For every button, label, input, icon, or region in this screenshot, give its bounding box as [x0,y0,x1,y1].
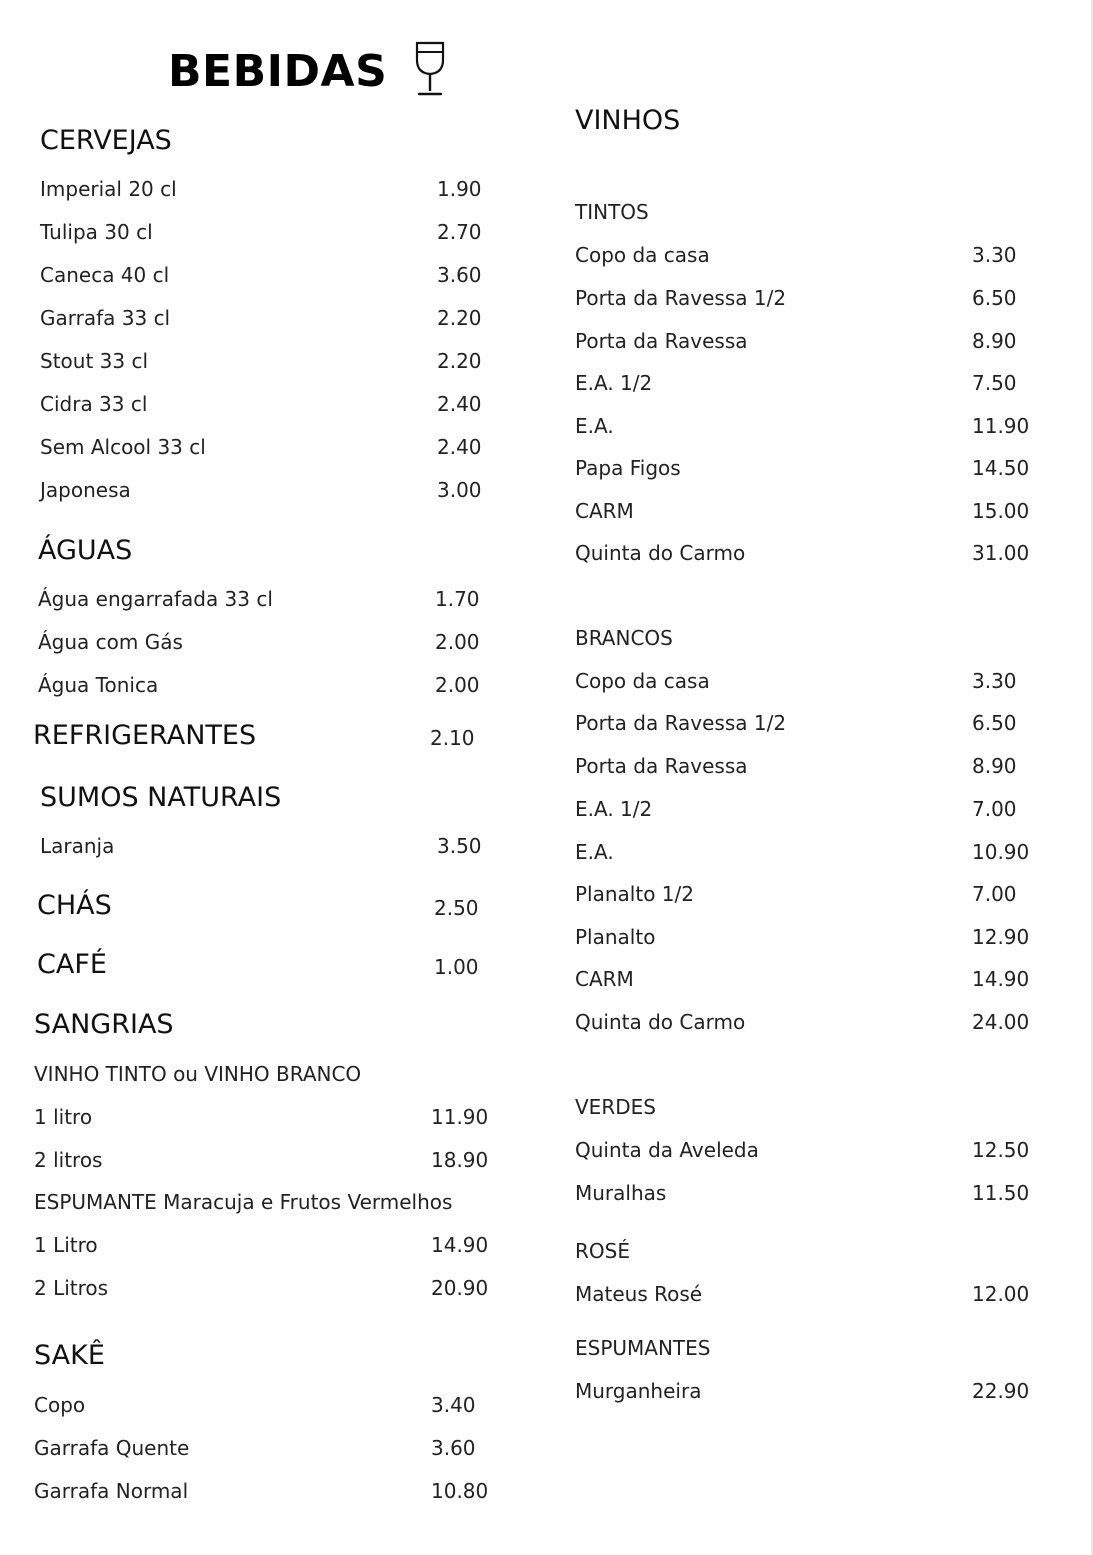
item-price: 3.30 [972,669,1017,693]
item-price: 12.50 [972,1138,1030,1162]
heading-chas: CHÁS [37,890,112,921]
vinhos-rose-label: ROSÉ [575,1239,630,1263]
item-price: 2.50 [434,896,479,920]
item-name: Porta da Ravessa 1/2 [575,286,787,310]
item-name: 1 Litro [34,1233,98,1257]
item-price: 7.00 [972,882,1017,906]
item-price: 14.50 [972,456,1030,480]
vinhos-verdes-label: VERDES [575,1095,656,1119]
item-name: Copo da casa [575,243,710,267]
item-price: 12.90 [972,925,1030,949]
item-price: 2.20 [437,349,482,373]
item-price: 10.90 [972,840,1030,864]
heading-aguas: ÁGUAS [38,535,133,566]
item-price: 3.40 [431,1393,476,1417]
item-price: 7.00 [972,797,1017,821]
item-name: Muralhas [575,1181,667,1205]
item-name: Japonesa [40,478,131,502]
item-name: Murganheira [575,1379,702,1403]
item-name: Porta da Ravessa 1/2 [575,711,787,735]
item-price: 10.80 [431,1479,489,1503]
heading-vinhos: VINHOS [575,105,681,136]
item-price: 2.10 [430,726,475,750]
item-name: 1 litro [34,1105,93,1129]
item-name: Água engarrafada 33 cl [38,587,273,611]
item-price: 2.20 [437,306,482,330]
item-price: 31.00 [972,541,1030,565]
item-price: 11.50 [972,1181,1030,1205]
sangrias-subheading: ESPUMANTE Maracuja e Frutos Vermelhos [34,1190,453,1214]
item-name: Garrafa Quente [34,1436,190,1460]
item-price: 14.90 [972,967,1030,991]
item-price: 3.30 [972,243,1017,267]
item-name: CARM [575,967,634,991]
item-name: 2 litros [34,1148,103,1172]
heading-sake: SAKÊ [34,1340,105,1371]
item-name: Porta da Ravessa [575,329,748,353]
item-price: 3.50 [437,834,482,858]
item-name: CARM [575,499,634,523]
item-price: 1.00 [434,955,479,979]
item-price: 3.00 [437,478,482,502]
item-price: 3.60 [431,1436,476,1460]
heading-cafe: CAFÉ [37,949,107,980]
item-price: 2.00 [435,673,480,697]
item-price: 11.90 [431,1105,489,1129]
item-price: 2.40 [437,435,482,459]
item-price: 20.90 [431,1276,489,1300]
vinhos-tintos-label: TINTOS [575,200,649,224]
item-price: 11.90 [972,414,1030,438]
item-name: Copo da casa [575,669,710,693]
heading-sangrias: SANGRIAS [34,1009,174,1040]
item-name: Sem Alcool 33 cl [40,435,206,459]
heading-sumos: SUMOS NATURAIS [40,782,282,813]
vinhos-espumantes-label: ESPUMANTES [575,1336,711,1360]
item-price: 1.90 [437,177,482,201]
item-price: 2.70 [437,220,482,244]
item-price: 22.90 [972,1379,1030,1403]
item-name: Caneca 40 cl [40,263,170,287]
wine-glass-icon [412,40,448,98]
item-price: 8.90 [972,329,1017,353]
item-price: 18.90 [431,1148,489,1172]
item-price: 2.40 [437,392,482,416]
item-name: Quinta do Carmo [575,541,746,565]
item-name: Planalto [575,925,656,949]
item-name: Stout 33 cl [40,349,149,373]
item-price: 6.50 [972,711,1017,735]
item-price: 2.00 [435,630,480,654]
vinhos-brancos-label: BRANCOS [575,626,673,650]
item-name: Copo [34,1393,86,1417]
item-name: Laranja [40,834,115,858]
item-name: Mateus Rosé [575,1282,703,1306]
item-name: Imperial 20 cl [40,177,177,201]
menu-title: BEBIDAS [168,46,388,97]
item-price: 1.70 [435,587,480,611]
item-price: 14.90 [431,1233,489,1257]
item-name: Garrafa 33 cl [40,306,171,330]
item-name: E.A. [575,840,614,864]
item-name: Papa Figos [575,456,681,480]
sangrias-subheading: VINHO TINTO ou VINHO BRANCO [34,1062,362,1086]
item-name: Tulipa 30 cl [40,220,153,244]
item-name: E.A. 1/2 [575,371,653,395]
item-name: Garrafa Normal [34,1479,189,1503]
item-price: 8.90 [972,754,1017,778]
item-price: 15.00 [972,499,1030,523]
item-name: Porta da Ravessa [575,754,748,778]
item-name: Quinta da Aveleda [575,1138,759,1162]
item-price: 6.50 [972,286,1017,310]
item-name: Água Tonica [38,673,159,697]
item-name: 2 Litros [34,1276,109,1300]
heading-cervejas: CERVEJAS [40,125,172,156]
item-price: 12.00 [972,1282,1030,1306]
item-name: Água com Gás [38,630,183,654]
item-name: Quinta do Carmo [575,1010,746,1034]
item-name: E.A. [575,414,614,438]
item-price: 3.60 [437,263,482,287]
item-name: Cidra 33 cl [40,392,148,416]
heading-refrigerantes: REFRIGERANTES [33,720,257,751]
item-price: 24.00 [972,1010,1030,1034]
item-name: Planalto 1/2 [575,882,694,906]
item-name: E.A. 1/2 [575,797,653,821]
item-price: 7.50 [972,371,1017,395]
